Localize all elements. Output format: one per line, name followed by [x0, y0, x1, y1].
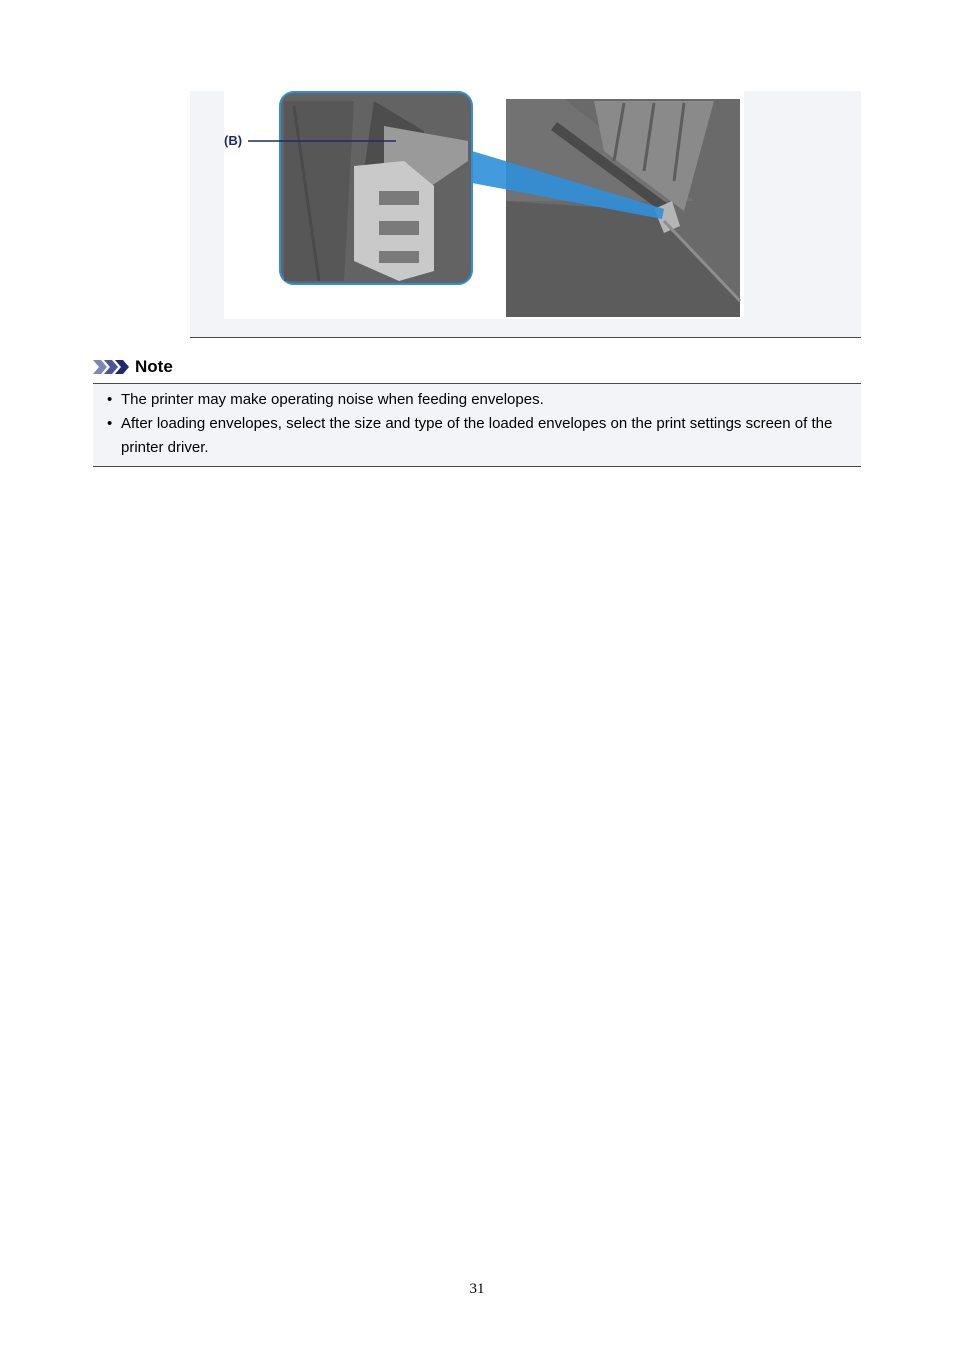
bullet: •	[107, 415, 113, 432]
printer-illustration	[224, 91, 744, 319]
bullet: •	[107, 391, 113, 408]
list-item	[93, 388, 861, 412]
callout-label: (B)	[224, 133, 243, 148]
note-box	[93, 383, 861, 467]
note-header	[93, 355, 173, 379]
note-item-text: The printer may make operating noise when feeding envelopes.	[121, 391, 544, 408]
note-item-text: After loading envelopes, select the size and type of the loaded envelopes on the print settings screen of the printer driver.	[121, 415, 833, 456]
note-list	[93, 388, 861, 460]
note-title: Note	[135, 357, 173, 376]
zoom-inset-image	[280, 92, 472, 284]
figure-panel	[190, 91, 861, 338]
triple-chevron-icon	[93, 360, 131, 374]
list-item	[93, 412, 861, 460]
page-number: 31	[469, 1281, 485, 1297]
